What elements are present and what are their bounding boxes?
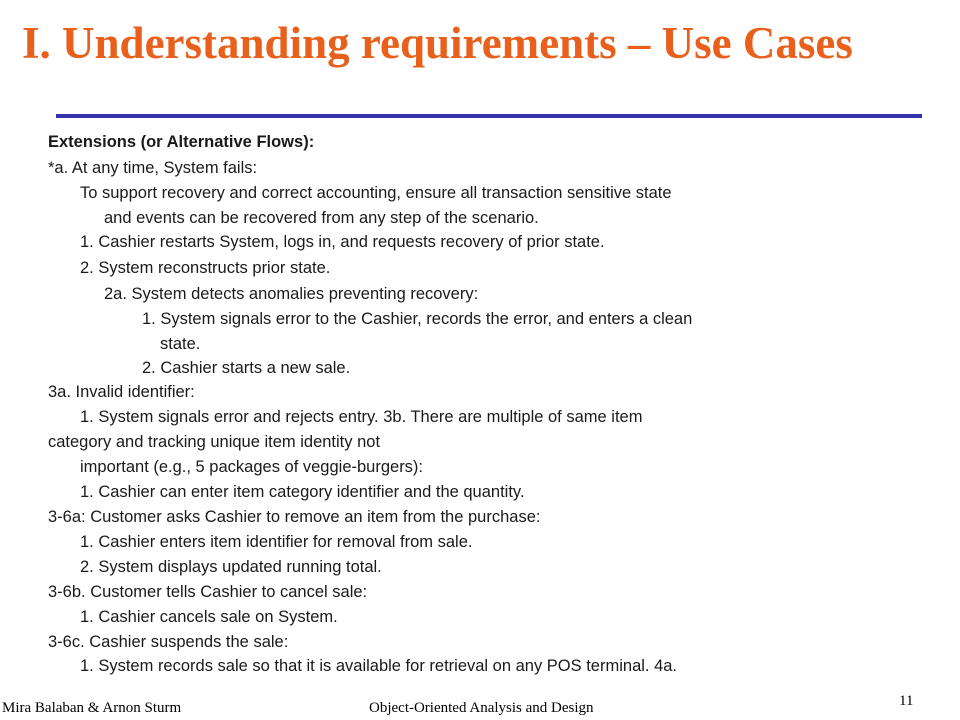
text-line: 1. Cashier restarts System, logs in, and requests recovery of prior state. bbox=[80, 233, 605, 251]
slide-title: I. Understanding requirements – Use Cases bbox=[22, 18, 853, 68]
footer-course-title: Object-Oriented Analysis and Design bbox=[369, 700, 594, 716]
text-line: state. bbox=[160, 335, 201, 353]
text-line: 1. Cashier enters item identifier for removal from sale. bbox=[80, 533, 473, 551]
text-line: *a. At any time, System fails: bbox=[48, 159, 258, 177]
text-line: 3-6a: Customer asks Cashier to remove an item from the purchase: bbox=[48, 508, 541, 526]
text-line: 3a. Invalid identifier: bbox=[48, 383, 195, 401]
text-line: 2. System reconstructs prior state. bbox=[80, 259, 331, 277]
text-line: important (e.g., 5 packages of veggie-burgers): bbox=[80, 458, 424, 476]
text-line: and events can be recovered from any step of the scenario. bbox=[104, 209, 539, 227]
footer-authors: Mira Balaban & Arnon Sturm bbox=[2, 700, 182, 716]
text-line: 1. Cashier can enter item category identifier and the quantity. bbox=[80, 483, 525, 501]
text-line: 2. Cashier starts a new sale. bbox=[142, 359, 351, 377]
text-line: 1. System records sale so that it is available for retrieval on any POS terminal. 4a. bbox=[80, 657, 678, 675]
text-line: 2a. System detects anomalies preventing recovery: bbox=[104, 285, 479, 303]
text-line: 1. System signals error and rejects entry. 3b. There are multiple of same item bbox=[80, 408, 643, 426]
text-line: To support recovery and correct accounting, ensure all transaction sensitive state bbox=[80, 184, 672, 202]
extensions-heading: Extensions (or Alternative Flows): bbox=[48, 133, 315, 151]
text-line: 3-6c. Cashier suspends the sale: bbox=[48, 633, 289, 651]
text-line: 2. System displays updated running total. bbox=[80, 558, 382, 576]
text-line: 1. Cashier cancels sale on System. bbox=[80, 608, 338, 626]
text-line: 1. System signals error to the Cashier, records the error, and enters a clean bbox=[142, 310, 693, 328]
text-line: category and tracking unique item identity not bbox=[48, 433, 381, 451]
text-line: 3-6b. Customer tells Cashier to cancel sale: bbox=[48, 583, 368, 601]
page-number: 11 bbox=[899, 693, 914, 709]
